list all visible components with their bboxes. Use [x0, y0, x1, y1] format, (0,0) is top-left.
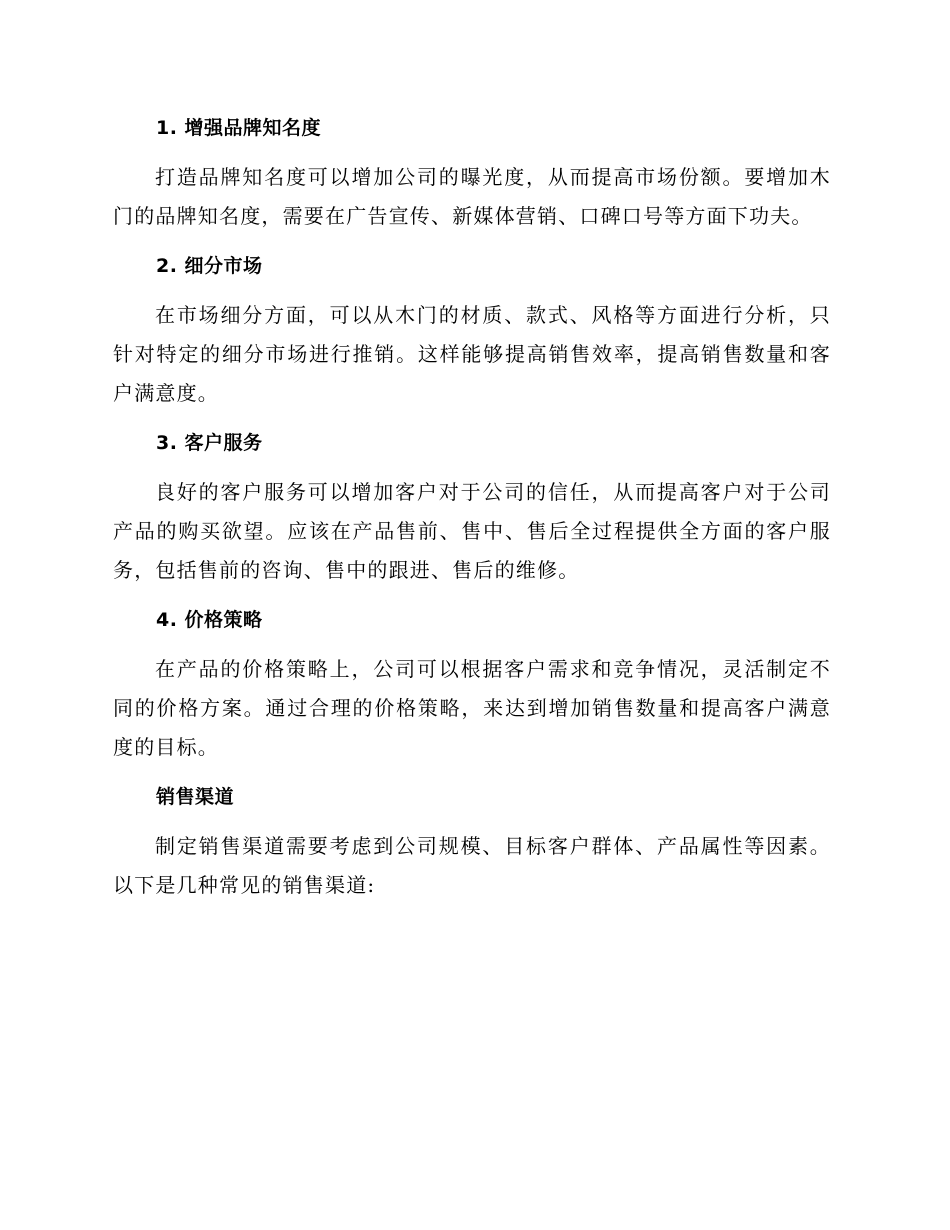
document-body: [113, 108, 831, 915]
section-heading: 4. 价格策略: [156, 609, 263, 631]
section-brand-awareness: [113, 108, 831, 236]
section-heading: 销售渠道: [156, 786, 235, 808]
section-sales-channels: [113, 777, 831, 905]
section-market-segmentation: [113, 246, 831, 413]
section-heading: 3. 客户服务: [156, 432, 263, 454]
section-pricing-strategy: [113, 600, 831, 767]
section-paragraph: 良好的客户服务可以增加客户对于公司的信任，从而提高客户对于公司产品的购买欲望。应该在产品售前、售中、售后全过程提供全方面的客户服务，包括售前的咨询、售中的跟进、售后的维修。: [113, 480, 831, 582]
section-heading: 2. 细分市场: [156, 255, 263, 277]
section-heading: 1. 增强品牌知名度: [156, 117, 322, 139]
section-paragraph: 在市场细分方面，可以从木门的材质、款式、风格等方面进行分析，只针对特定的细分市场进行推销。这样能够提高销售效率，提高销售数量和客户满意度。: [113, 303, 831, 405]
section-paragraph: 在产品的价格策略上，公司可以根据客户需求和竞争情况，灵活制定不同的价格方案。通过合理的价格策略，来达到增加销售数量和提高客户满意度的目标。: [113, 657, 831, 759]
section-paragraph: 打造品牌知名度可以增加公司的曝光度，从而提高市场份额。要增加木门的品牌知名度，需要在广告宣传、新媒体营销、口碑口号等方面下功夫。: [113, 165, 831, 228]
section-paragraph: 制定销售渠道需要考虑到公司规模、目标客户群体、产品属性等因素。以下是几种常见的销售渠道:: [113, 834, 831, 897]
section-customer-service: [113, 423, 831, 590]
